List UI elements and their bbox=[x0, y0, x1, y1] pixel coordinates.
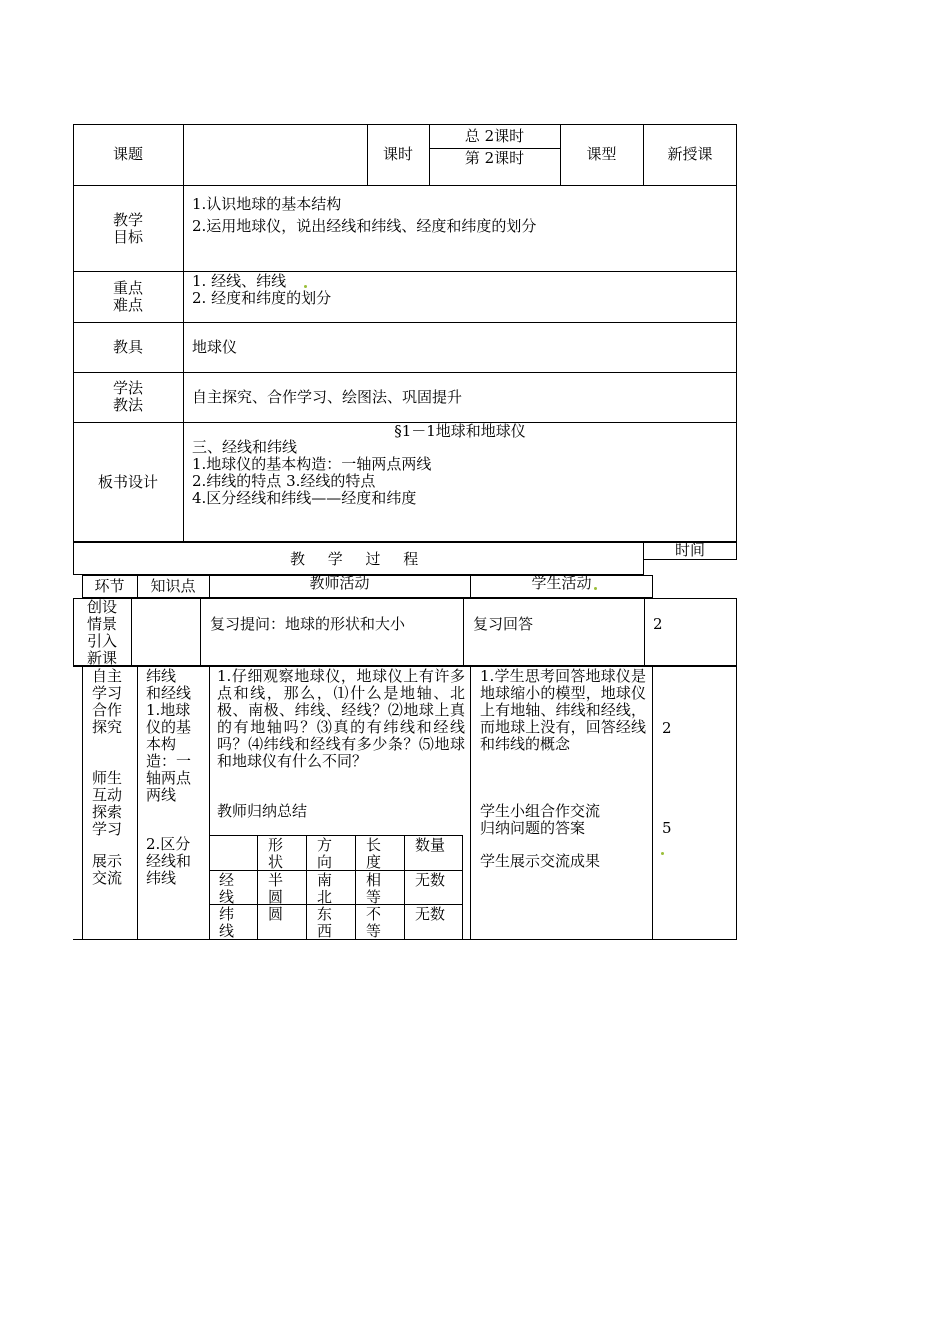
type-label: 课型 bbox=[586, 145, 617, 163]
compare-header-length: 长 度 bbox=[366, 836, 382, 871]
col-knowledge: 知识点 bbox=[150, 577, 196, 595]
row2-knowledge-a: 纬线 和经线 1.地球 仪的基 本构 造：一 轴两点 两线 bbox=[146, 667, 192, 804]
row-divider bbox=[73, 185, 737, 186]
methods-value: 自主探究、合作学习、绘图法、巩固提升 bbox=[192, 388, 463, 406]
board-title: §1－1地球和地球仪 bbox=[394, 422, 526, 440]
key-points-label: 重点 难点 bbox=[112, 279, 143, 314]
tools-label: 教具 bbox=[112, 338, 143, 356]
col-divider bbox=[355, 835, 356, 940]
period-label: 课时 bbox=[382, 145, 413, 163]
compare-cell: 半 圆 bbox=[268, 871, 284, 906]
col-divider bbox=[137, 666, 138, 940]
row1-student: 复习回答 bbox=[473, 615, 534, 633]
goals-label: 教学 目标 bbox=[112, 211, 143, 246]
row1-time: 2 bbox=[653, 615, 663, 633]
row2-stage-c: 展示 交流 bbox=[92, 852, 123, 887]
col-divider bbox=[736, 666, 737, 940]
row-divider bbox=[73, 322, 737, 323]
stray-mark bbox=[594, 587, 597, 590]
board-line-3: 2.纬线的特点 3.经线的特点 bbox=[192, 472, 376, 490]
key-point-line-1: 1. 经线、纬线 bbox=[192, 272, 287, 290]
col-divider bbox=[82, 666, 83, 940]
compare-cell: 无数 bbox=[415, 871, 446, 889]
row2-stage-a: 自主 学习 合作 探究 bbox=[92, 667, 123, 736]
row2-stage-b: 师生 互动 探索 学习 bbox=[92, 769, 123, 838]
row2-time-b: 5 bbox=[662, 819, 672, 837]
col-divider bbox=[463, 598, 464, 666]
type-value: 新授课 bbox=[667, 145, 713, 163]
board-line-4: 4.区分经线和纬线——经度和纬度 bbox=[192, 489, 417, 507]
col-divider bbox=[200, 598, 201, 666]
period-total: 总 2课时 bbox=[464, 127, 525, 145]
compare-cell: 纬 线 bbox=[219, 905, 235, 940]
col-divider bbox=[470, 666, 471, 940]
board-line-2: 1.地球仪的基本构造：一轴两点两线 bbox=[192, 455, 432, 473]
compare-cell: 经 线 bbox=[219, 871, 235, 906]
compare-cell: 相 等 bbox=[366, 871, 382, 906]
process-title: 教 学 过 程 bbox=[290, 550, 419, 568]
row2-student-c: 学生展示交流成果 bbox=[480, 852, 601, 870]
col-divider bbox=[306, 835, 307, 940]
row2-teacher-summary: 教师归纳总结 bbox=[217, 802, 308, 820]
col-divider bbox=[257, 835, 258, 940]
methods-label: 学法 教法 bbox=[112, 379, 143, 414]
col-divider bbox=[131, 598, 132, 666]
compare-cell: 东 西 bbox=[317, 905, 333, 940]
stray-mark bbox=[661, 852, 664, 855]
board-line-1: 三、经线和纬线 bbox=[192, 438, 298, 456]
stray-mark bbox=[304, 285, 307, 288]
row2-teacher-questions: 1.仔细观察地球仪，地球仪上有许多点和线，那么，⑴什么是地轴、北极、南极、纬线、经线？⑵地球上真的有地轴吗？⑶真的有纬线和经线吗？⑷纬线和经线有多少条？⑸地球和地球仪有什么不同？ bbox=[217, 667, 465, 770]
row2-knowledge-b: 2.区分 经线和 纬线 bbox=[146, 835, 192, 887]
compare-cell: 南 北 bbox=[317, 871, 333, 906]
key-point-line-2: 2. 经度和纬度的划分 bbox=[192, 289, 332, 307]
row-divider bbox=[73, 372, 737, 373]
compare-header-direction: 方 向 bbox=[317, 836, 333, 871]
board-label: 板书设计 bbox=[97, 473, 158, 491]
period-current: 第 2课时 bbox=[464, 149, 525, 167]
time-header: 时间 bbox=[674, 541, 705, 559]
col-teacher: 教师活动 bbox=[309, 574, 370, 592]
row2-time-a: 2 bbox=[662, 719, 672, 737]
compare-cell: 圆 bbox=[268, 905, 284, 923]
row2-student-b: 学生小组合作交流 归纳问题的答案 bbox=[480, 802, 601, 837]
col-divider bbox=[404, 835, 405, 940]
col-stage: 环节 bbox=[94, 577, 125, 595]
row-divider bbox=[73, 271, 737, 272]
tools-value: 地球仪 bbox=[192, 338, 238, 356]
col-divider bbox=[183, 124, 184, 542]
topic-label: 课题 bbox=[112, 145, 143, 163]
row2-student-a: 1.学生思考回答地球仪是地球缩小的模型，地球仪上有地轴、纬线和经线，而地球上没有，回答经线和纬线的概念 bbox=[480, 667, 646, 753]
goal-line-1: 1.认识地球的基本结构 bbox=[192, 195, 342, 213]
compare-header-count: 数量 bbox=[415, 836, 446, 854]
row1-teacher: 复习提问：地球的形状和大小 bbox=[210, 615, 406, 633]
compare-header-shape: 形 状 bbox=[268, 836, 284, 871]
row1-stage: 创设 情景 引入 新课 bbox=[86, 598, 117, 667]
col-student: 学生活动 bbox=[531, 574, 592, 592]
col-divider bbox=[644, 598, 645, 666]
compare-cell: 不 等 bbox=[366, 905, 382, 940]
goal-line-2: 2.运用地球仪，说出经线和纬线、经度和纬度的划分 bbox=[192, 217, 537, 235]
col-divider bbox=[652, 666, 653, 940]
compare-cell: 无数 bbox=[415, 905, 446, 923]
